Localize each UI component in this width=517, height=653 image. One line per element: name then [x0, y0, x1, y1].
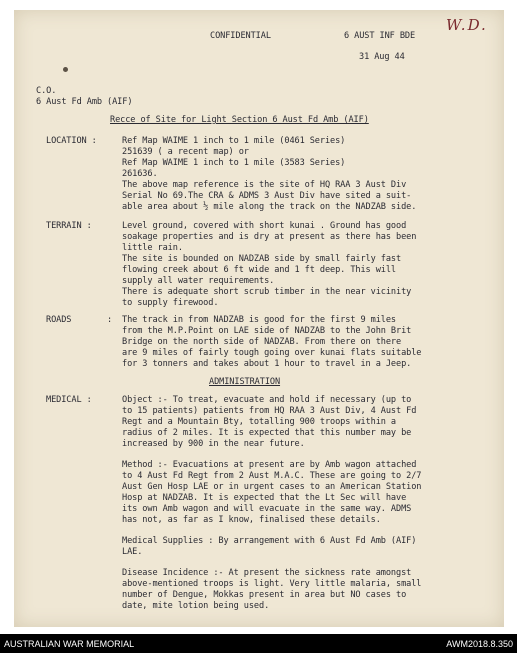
medical-method-line: its own Amb wagon and will evacuate in the same way. ADMS: [122, 504, 412, 514]
medical-object-line: to 15 patients) patients from HQ RAA 3 Aust Div, 4 Aust Fd: [122, 406, 417, 416]
document-date: 31 Aug 44: [359, 52, 405, 62]
location-line: The above map reference is the site of HQ RAA 3 Aust Div: [122, 180, 407, 190]
medical-object-line: Object :- To treat, evacuate and hold if necessary (up to: [122, 395, 412, 405]
archive-name: AUSTRALIAN WAR MEMORIAL: [4, 639, 135, 649]
location-line: Serial No 69.The CRA & ADMS 3 Aust Div have sited a suit-: [122, 191, 412, 201]
addressee-line-2: 6 Aust Fd Amb (AIF): [36, 97, 133, 107]
location-line: Ref Map WAIME 1 inch to 1 mile (3583 Series): [122, 158, 346, 168]
roads-colon: :: [107, 315, 113, 325]
medical-method-line: Aust Gen Hosp LAE or in urgent cases to an American Station: [122, 482, 422, 492]
medical-method-line: Hosp at NADZAB. It is expected that the Lt Sec will have: [122, 493, 407, 503]
administration-heading: ADMINISTRATION: [209, 377, 281, 387]
archive-reference: AWM2018.8.350: [446, 639, 513, 649]
terrain-line: supply all water requirements.: [122, 276, 275, 286]
unit-label: 6 AUST INF BDE: [344, 31, 416, 41]
terrain-line: The site is bounded on NADZAB side by small fairly fast: [122, 254, 402, 264]
roads-label: ROADS: [46, 315, 72, 325]
location-line: 251639 ( a recent map) or: [122, 147, 249, 157]
subject-heading: Recce of Site for Light Section 6 Aust Fd Amb (AIF): [110, 115, 369, 125]
medical-method-line: has not, as far as I know, finalised these details.: [122, 515, 381, 525]
disease-incidence-line: Disease Incidence :- At present the sickness rate amongst: [122, 568, 412, 578]
addressee-line-1: C.O.: [36, 86, 57, 96]
medical-label: MEDICAL :: [46, 395, 92, 405]
roads-line: The track in from NADZAB is good for the first 9 miles: [122, 315, 396, 325]
disease-incidence-line: date, mite lotion being used.: [122, 601, 270, 611]
terrain-line: to supply firewood.: [122, 298, 219, 308]
archive-footer: [0, 634, 517, 653]
medical-supplies-line: LAE.: [122, 547, 143, 557]
terrain-line: flowing creek about 6 ft wide and 1 ft deep. This will: [122, 265, 396, 275]
medical-object-line: radius of 2 miles. It is expected that this number may be: [122, 428, 412, 438]
roads-line: Bridge on the north side of NADZAB. From there on there: [122, 337, 402, 347]
punch-hole: [63, 67, 68, 72]
roads-line: for 3 tonners and takes about 1 hour to travel in a Jeep.: [122, 359, 412, 369]
terrain-line: Level ground, covered with short kunai . Ground has good: [122, 221, 407, 231]
document-page: [14, 10, 504, 627]
terrain-line: There is adequate short scrub timber in the near vicinity: [122, 287, 412, 297]
terrain-line: soakage properties and is dry at present as there has been: [122, 232, 417, 242]
terrain-line: little rain.: [122, 243, 183, 253]
medical-supplies-line: Medical Supplies : By arrangement with 6 Aust Fd Amb (AIF): [122, 536, 417, 546]
location-line: able area about ½ mile along the track on the NADZAB side.: [122, 202, 417, 212]
roads-line: are 9 miles of fairly tough going over kunai flats suitable: [122, 348, 422, 358]
handwritten-mark: W.D.: [446, 16, 488, 34]
medical-object-line: Regt and a Mountain Bty, totalling 900 troops within a: [122, 417, 396, 427]
medical-method-line: to 4 Aust Fd Regt from 2 Aust M.A.C. These are going to 2/7: [122, 471, 422, 481]
medical-object-line: increased by 900 in the near future.: [122, 439, 305, 449]
roads-line: from the M.P.Point on LAE side of NADZAB to the John Brit: [122, 326, 412, 336]
disease-incidence-line: above-mentioned troops is light. Very little malaria, small: [122, 579, 422, 589]
terrain-label: TERRAIN :: [46, 221, 92, 231]
location-label: LOCATION :: [46, 136, 97, 146]
location-line: Ref Map WAIME 1 inch to 1 mile (0461 Series): [122, 136, 346, 146]
medical-method-line: Method :- Evacuations at present are by Amb wagon attached: [122, 460, 417, 470]
classification-label: CONFIDENTIAL: [210, 31, 271, 41]
location-line: 261636.: [122, 169, 158, 179]
disease-incidence-line: number of Dengue, Mokkas present in area but NO cases to: [122, 590, 407, 600]
